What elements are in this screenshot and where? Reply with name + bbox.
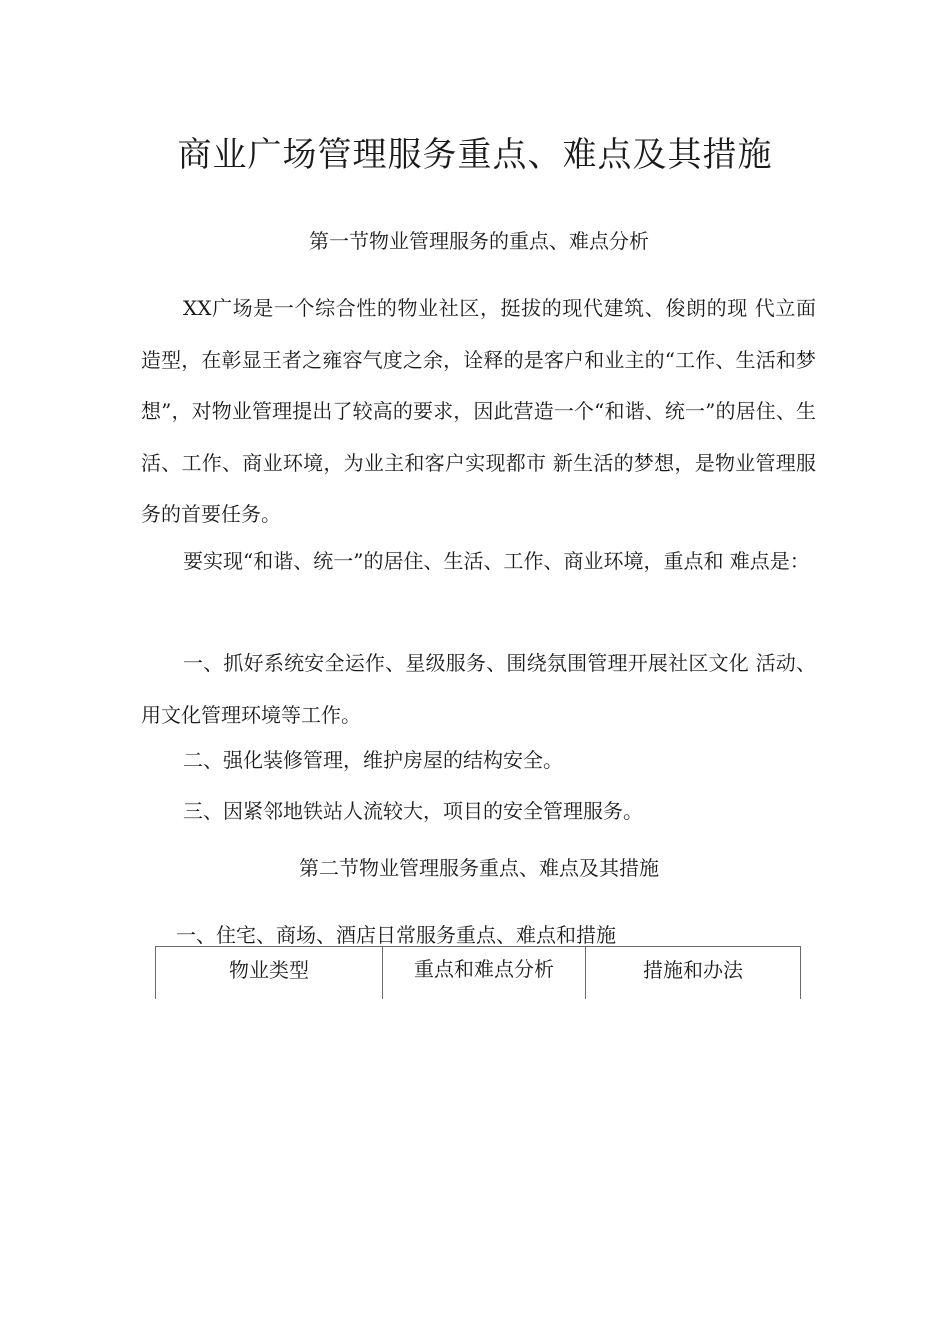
section-2-heading: 第二节物业管理服务重点、难点及其措施 bbox=[299, 856, 659, 880]
key-points-intro-paragraph: 要实现“和谐、统一”的居住、生活、工作、商业环境，重点和 难点是： bbox=[183, 549, 810, 573]
table-header-property-type: 物业类型 bbox=[229, 958, 309, 982]
table-header-measures: 措施和办法 bbox=[643, 958, 743, 982]
table-caption: 一、住宅、商场、酒店日常服务重点、难点和措施 bbox=[176, 923, 616, 947]
key-point-3: 三、因紧邻地铁站人流较大，项目的安全管理服务。 bbox=[183, 799, 643, 823]
section-1-heading: 第一节物业管理服务的重点、难点分析 bbox=[309, 229, 649, 253]
intro-paragraph: XX广场是一个综合性的物业社区，挺拔的现代建筑、俊朗的现 代立面造型，在彰显王者之雍容气度之余，诠释的是客户和业主的“工作、生活和梦想”，对物业管理提出了较高的要求，因此营造一个“和谐、统一”的居住、生活、工作、商业环境，为业主和客户实现都市 新生活的梦想，是物业管理服务的首要任务。 bbox=[141, 296, 816, 527]
document-title: 商业广场管理服务重点、难点及其措施 bbox=[177, 135, 773, 175]
key-point-1: 一、抓好系统安全运作、星级服务、围绕氛围管理开展社区文化 活动、用文化管理环境等工作。 bbox=[141, 651, 816, 727]
key-point-2: 二、强化装修管理，维护房屋的结构安全。 bbox=[183, 748, 563, 772]
table-border-right bbox=[800, 947, 801, 999]
table-header-key-difficulties: 重点和难点分析 bbox=[414, 957, 554, 981]
measures-table bbox=[155, 946, 801, 999]
